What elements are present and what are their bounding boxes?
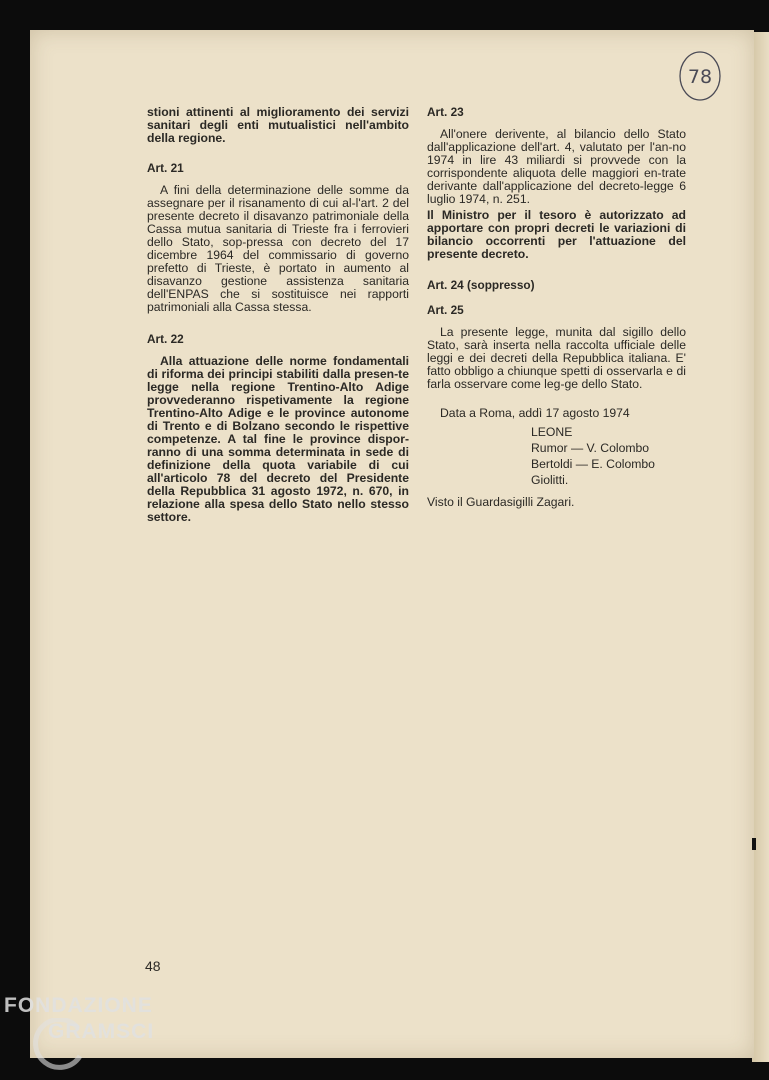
intro-text: stioni attinenti al miglioramento dei servizi sanitari degli enti mutualistici nell'ambito della regione. (147, 105, 409, 145)
article-22-heading: Art. 22 (147, 332, 184, 346)
page-edge-mark (752, 838, 756, 850)
article-21-heading: Art. 21 (147, 161, 184, 175)
archive-watermark (4, 994, 194, 1074)
article-25-heading: Art. 25 (427, 303, 464, 317)
article-23-bold-text: Il Ministro per il tesoro è autorizzato ad apportare con propri decreti le variazioni di bilancio occorrenti per l'attuazione del presente decreto. (427, 208, 686, 261)
next-page-edge (752, 32, 769, 1062)
signatory: Bertoldi — E. Colombo (531, 457, 655, 471)
signatory: Giolitti. (531, 473, 569, 487)
article-23-heading: Art. 23 (427, 105, 464, 119)
date-line: Data a Roma, addì 17 agosto 1974 (440, 406, 630, 420)
svg-text:78: 78 (687, 66, 713, 88)
signatory: LEONE (531, 425, 573, 439)
watermark-logo-icon (30, 1018, 90, 1074)
handwritten-page-number (678, 50, 722, 102)
article-23-text: All'onere derivente, al bilancio dello Stato dall'applicazione dell'art. 4, valutato per l'an-no 1974 in lire 43 miliardi si provvede con la corrispondente aliquota delle maggiori en-trate derivante dall'applicazione del decreto-legge 6 luglio 1974, n. 251. (427, 127, 686, 206)
visto-line: Visto il Guardasigilli Zagari. (427, 495, 575, 509)
watermark-line: GRAMSCI (48, 1020, 155, 1043)
signatories (427, 424, 686, 488)
signatory: Rumor — V. Colombo (531, 441, 650, 455)
page-number: 48 (145, 958, 161, 974)
right-column (427, 106, 686, 509)
article-21-text: A fini della determinazione delle somme da assegnare per il risanamento di cui al-l'art. 2 del presente decreto il disavanzo patrimoniale della Cassa mutua sanitaria di Trieste fra i ferrovieri dello Stato, sop-pressa con decreto del 17 dicembre 1964 del commissario di governo prefetto di Trieste, è portato in aumento al disavanzo gestione assistenza sanitaria dell'ENPAS che si sostituisce nei rapporti patrimoniali alla Cassa stessa. (147, 183, 409, 314)
left-column (147, 106, 409, 524)
article-25-text: La presente legge, munita dal sigillo dello Stato, sarà inserta nella raccolta ufficiale delle leggi e dei decreti della Repubblica italiana. E' fatto obbligo a chiunque spetti di osservarla e di farla osservare come leg-ge dello Stato. (427, 325, 686, 391)
watermark-line: FONDAZIONE (4, 994, 153, 1017)
article-22-text: Alla attuazione delle norme fondamentali di riforma dei principi stabiliti dalla presen-te legge nella regione Trentino-Alto Adige provvederanno rispetivamente la regione Trentino-Alto Adige e le province autonome di Trento e di Bolzano secondo le rispettive competenze. A tal fine le province dispor-ranno di una somma determinata in sede di definizione della quota variabile di cui all'articolo 78 del decreto del Presidente della Repubblica 31 agosto 1972, n. 670, in relazione alla spesa dello Stato nello stesso settore. (147, 354, 409, 524)
article-24-heading: Art. 24 (soppresso) (427, 278, 535, 292)
